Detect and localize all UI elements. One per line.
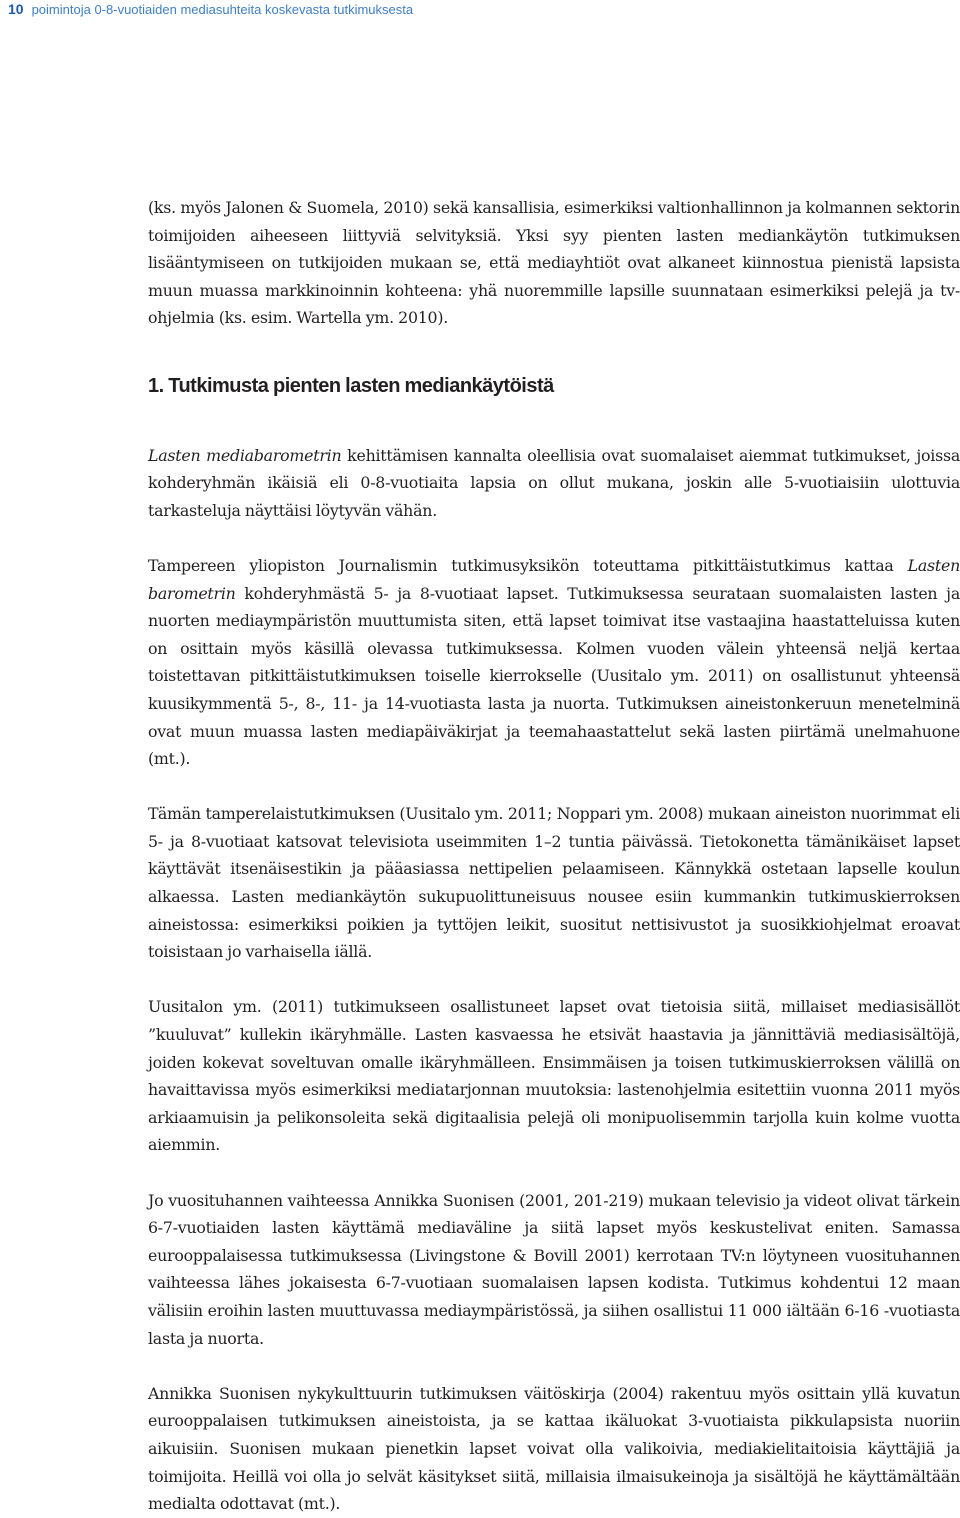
running-header — [8, 0, 413, 19]
running-title: poimintoja 0-8-vuotiaiden mediasuhteita koskevasta tutkimuksesta — [31, 2, 414, 17]
paragraph-tamperelais: Tämän tamperelaistutkimuksen (Uusitalo ym. 2011; Noppari ym. 2008) mukaan aineiston nuorimmat eli 5- ja 8-vuotiaat katsovat televisiota useimmiten 1–2 tuntia päivässä. Tietokonetta tämänikäiset lapset käyttävät itsenäisestikin ja pääasiassa nettipelien pelaamiseen. Kännykkä ostetaan lapselle koulun alkaessa. Lasten mediankäytön sukupuolittuneisuus nousee esiin kummankin tutkimuskierroksen aineistossa: esimerkiksi poikien ja tyttöjen leikit, suositut nettisivustot ja suosikkiohjelmat eroavat toisistaan jo varhaisella iällä. — [148, 804, 960, 962]
paragraph-intro: (ks. myös Jalonen & Suomela, 2010) sekä kansallisia, esimerkiksi valtionhallinnon ja kolmannen sektorin toimijoiden aiheeseen liittyviä selvityksiä. Yksi syy pienten lasten mediankäytön tutkimuksen lisääntymiseen on tutkijoiden mukaan se, että mediayhtiöt ovat alkaneet kiinnostua pienistä lapsista muun muassa markkinoinnin kohteena: yhä nuoremmille lapsille suunnataan esimerkiksi pelejä ja tv-ohjelmia (ks. esim. Wartella ym. 2010). — [148, 198, 960, 328]
paragraph-tampere: Tampereen yliopiston Journalismin tutkimusyksikön toteuttama pitkittäistutkimus kattaa Lasten barometrin kohderyhmästä 5- ja 8-vuotiaat lapset. Tutkimuksessa seurataan suomalaisten lasten ja nuorten mediaympäristön muuttumista siten, että lapset toimivat itse vastaajina haastatteluissa kuten on osittain myös käsillä olevassa tutkimuksessa. Kolmen vuoden välein yhteensä neljä kertaa toistettavan pitkittäistutkimuksen toiselle kierrokselle (Uusitalo ym. 2011) on osallistunut yhteensä kuusikymmentä 5-, 8-, 11- ja 14-vuotiasta lasta ja nuorta. Tutkimuksen aineistonkeruun menetelminä ovat muun muassa lasten mediapäiväkirjat ja teemahaastattelut sekä lasten piirtämä unelmahuone (mt.). — [148, 555, 960, 769]
paragraph-suoninen-2001: Jo vuosituhannen vaihteessa Annikka Suonisen (2001, 201-219) mukaan televisio ja videot olivat tärkein 6-7-vuotiaiden lasten käyttämä mediaväline ja siitä lapset myös keskustelivat eniten. Samassa eurooppalaisessa tutkimuksessa (Livingstone & Bovill 2001) kerrotaan TV:n löytyneen vuosituhannen vaihteessa lähes jokaisesta 6-7-vuotiaan suomalaisen lapsen kodista. Tutkimus kohdentui 12 maan välisiin eroihin lasten muuttuvassa mediaympäristössä, ja siihen osallistui 11 000 iältään 6-16 -vuotiasta lasta ja nuorta. — [148, 1190, 960, 1348]
section-heading: 1. Tutkimusta pienten lasten mediankäytöistä — [148, 374, 554, 397]
paragraph-suoninen-2004: Annikka Suonisen nykykulttuurin tutkimuksen väitöskirja (2004) rakentuu myös osittain yllä kuvatun eurooppalaisen tutkimuksen aineistoista, ja se kattaa ikäluokat 3-vuotiaista pikkulapsista nuoriin aikuisiin. Suonisen mukaan pienetkin lapset voivat olla valikoivia, mediakielitaitoisia käyttäjiä ja toimijoita. Heillä voi olla jo selvät käsitykset siitä, millaisia ilmaisukeinoja ja sisältöjä he käyttämältään medialta odottavat (mt.). — [148, 1383, 960, 1514]
italic-term: Lasten mediabarometrin — [148, 445, 342, 465]
page-number: 10 — [8, 1, 24, 17]
body-text — [148, 194, 960, 1518]
italic-term: Lasten barometrin — [148, 555, 960, 603]
paragraph-uusitalo: Uusitalon ym. (2011) tutkimukseen osallistuneet lapset ovat tietoisia siitä, millaiset mediasisällöt ”kuuluvat” kullekin ikäryhmälle. Lasten kasvaessa he etsivät haastavia ja jännittäviä mediasisältöjä, joiden kokevat soveltuvan omalle ikäryhmälleen. Ensimmäisen ja toisen tutkimuskierroksen välillä on havaittavissa myös esimerkiksi mediatarjonnan muutoksia: lastenohjelmia esitettiin vuonna 2011 myös arkiaamuisin ja pelikonsoleita sekä digitaalisia pelejä oli monipuolisemmin tarjolla kuin kolme vuotta aiemmin. — [148, 997, 960, 1155]
paragraph-mediabarometri: Lasten mediabarometrin kehittämisen kannalta oleellisia ovat suomalaiset aiemmat tutkimukset, joissa kohderyhmän ikäisiä eli 0-8-vuotiaita lapsia on ollut mukana, joskin alle 5-vuotiaisiin ulottuvia tarkasteluja näyttäisi löytyvän vähän. — [148, 445, 960, 520]
